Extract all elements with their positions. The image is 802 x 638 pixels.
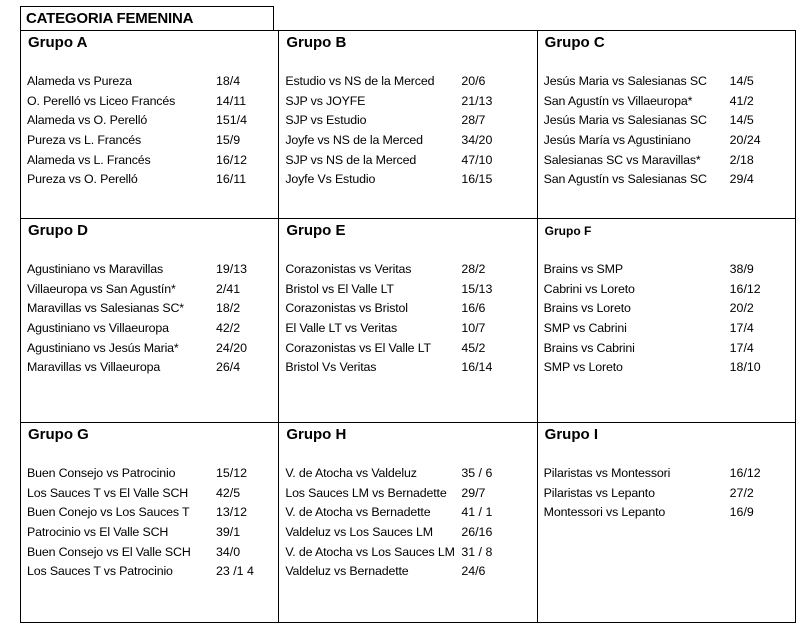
match-teams: Joyfe vs NS de la Merced xyxy=(285,133,423,148)
group-heading: Grupo D xyxy=(28,222,88,239)
match-score: 14/5 xyxy=(729,113,754,128)
match-row xyxy=(285,360,532,380)
match-teams: SMP vs Loreto xyxy=(543,360,623,375)
match-row xyxy=(27,564,274,584)
group-heading: Grupo B xyxy=(286,34,347,51)
match-score: 29/7 xyxy=(461,485,486,500)
match-score: 42/2 xyxy=(216,321,241,336)
match-list xyxy=(544,262,791,380)
match-teams: Maravillas vs Villaeuropa xyxy=(27,360,161,375)
group-cell xyxy=(279,31,537,219)
match-teams: Alameda vs L. Francés xyxy=(27,152,151,167)
category-title: CATEGORIA FEMENINA xyxy=(26,10,194,27)
match-score: 24/20 xyxy=(216,340,248,355)
match-score: 16/9 xyxy=(729,505,754,520)
match-teams: San Agustín vs Salesianas SC xyxy=(543,172,707,187)
match-score: 18/2 xyxy=(216,301,241,316)
match-score: 27/2 xyxy=(729,485,754,500)
match-row xyxy=(544,360,791,380)
match-score: 18/10 xyxy=(729,360,761,375)
match-row xyxy=(544,94,791,114)
match-score: 26/4 xyxy=(216,360,241,375)
match-teams: SMP vs Cabrini xyxy=(543,321,627,336)
match-score: 16/12 xyxy=(216,152,248,167)
match-teams: Corazonistas vs Bristol xyxy=(285,301,408,316)
match-row xyxy=(285,74,532,94)
match-teams: SJP vs Estudio xyxy=(285,113,367,128)
match-teams: Patrocinio vs El Valle SCH xyxy=(27,525,169,540)
match-row xyxy=(285,341,532,361)
group-heading: Grupo I xyxy=(544,426,598,443)
match-row xyxy=(285,525,532,545)
match-teams: Brains vs SMP xyxy=(543,262,623,276)
match-teams: San Agustín vs Villaeuropa* xyxy=(543,93,693,108)
match-teams: Alameda vs O. Perelló xyxy=(27,113,148,128)
match-row xyxy=(27,466,274,486)
match-score: 16/15 xyxy=(461,172,493,187)
match-score: 14/5 xyxy=(729,74,754,88)
match-score: 17/4 xyxy=(729,321,754,336)
match-score: 24/6 xyxy=(461,564,486,579)
match-row xyxy=(285,486,532,506)
match-teams: SJP vs JOYFE xyxy=(285,93,366,108)
match-row xyxy=(544,486,791,506)
match-row xyxy=(544,505,791,525)
match-score: 16/6 xyxy=(461,301,486,316)
match-row xyxy=(27,341,274,361)
group-heading: Grupo E xyxy=(286,222,346,239)
match-row xyxy=(544,262,791,282)
match-teams: Bristol vs El Valle LT xyxy=(285,281,394,296)
match-teams: Joyfe Vs Estudio xyxy=(285,172,376,187)
match-score: 15/12 xyxy=(216,466,248,480)
match-teams: Buen Consejo vs Patrocinio xyxy=(27,466,176,480)
match-score: 18/4 xyxy=(216,74,241,88)
match-score: 20/6 xyxy=(461,74,486,88)
match-teams: Bristol Vs Veritas xyxy=(285,360,377,375)
match-row xyxy=(27,282,274,302)
match-row xyxy=(27,321,274,341)
match-score: 39/1 xyxy=(216,525,241,540)
match-teams: Brains vs Loreto xyxy=(543,301,631,316)
match-score: 29/4 xyxy=(729,172,754,187)
match-teams: Corazonistas vs El Valle LT xyxy=(285,340,431,355)
match-score: 26/16 xyxy=(461,525,493,540)
match-score: 13/12 xyxy=(216,505,248,520)
match-score: 21/13 xyxy=(461,93,493,108)
match-teams: Los Sauces LM vs Bernadette xyxy=(285,485,447,500)
group-cell xyxy=(537,423,795,623)
match-row xyxy=(285,153,532,173)
match-score: 10/7 xyxy=(461,321,486,336)
match-row xyxy=(27,486,274,506)
group-block xyxy=(279,219,536,422)
match-teams: Jesús Maria vs Salesianas SC xyxy=(543,74,707,88)
match-row xyxy=(27,172,274,192)
match-score: 15/9 xyxy=(216,133,241,148)
match-row xyxy=(285,282,532,302)
match-score: 16/14 xyxy=(461,360,493,375)
match-teams: Valdeluz vs Los Sauces LM xyxy=(285,525,433,540)
group-block xyxy=(538,423,795,622)
match-row xyxy=(285,321,532,341)
group-heading: Grupo G xyxy=(28,426,89,443)
match-score: 17/4 xyxy=(729,340,754,355)
match-teams: Los Sauces T vs El Valle SCH xyxy=(27,485,189,500)
group-block xyxy=(279,31,536,218)
match-score: 28/2 xyxy=(461,262,486,276)
match-teams: Corazonistas vs Veritas xyxy=(285,262,412,276)
match-teams: Jesús Maria vs Salesianas SC xyxy=(543,113,707,128)
match-teams: Maravillas vs Salesianas SC* xyxy=(27,301,184,316)
match-teams: SJP vs NS de la Merced xyxy=(285,152,417,167)
match-teams: Pilaristas vs Montessori xyxy=(543,466,671,480)
match-score: 28/7 xyxy=(461,113,486,128)
match-teams: Pureza vs L. Francés xyxy=(27,133,142,148)
match-score: 14/11 xyxy=(216,93,247,108)
match-row xyxy=(27,360,274,380)
match-score: 2/18 xyxy=(729,152,754,167)
group-heading: Grupo A xyxy=(28,34,88,51)
group-cell xyxy=(21,31,279,219)
match-row xyxy=(544,133,791,153)
match-teams: O. Perelló vs Liceo Francés xyxy=(27,93,176,108)
group-block xyxy=(279,423,536,622)
match-teams: V. de Atocha vs Los Sauces LM xyxy=(285,544,455,559)
match-teams: V. de Atocha vs Valdeluz xyxy=(285,466,417,480)
group-cell xyxy=(537,31,795,219)
match-list xyxy=(285,262,532,380)
group-cell xyxy=(21,423,279,623)
group-heading: Grupo F xyxy=(544,224,592,238)
group-cell xyxy=(279,423,537,623)
match-row xyxy=(544,113,791,133)
category-title-box xyxy=(20,6,274,30)
match-teams: Agustiniano vs Jesús Maria* xyxy=(27,340,179,355)
match-score: 38/9 xyxy=(729,262,754,276)
match-score: 31 / 8 xyxy=(461,544,493,559)
match-row xyxy=(27,505,274,525)
match-teams: Valdeluz vs Bernadette xyxy=(285,564,409,579)
match-score: 20/2 xyxy=(729,301,754,316)
match-teams: Estudio vs NS de la Merced xyxy=(285,74,435,88)
group-block xyxy=(21,219,278,422)
group-cell xyxy=(21,219,279,423)
match-row xyxy=(27,94,274,114)
group-block xyxy=(21,31,278,218)
match-list xyxy=(285,466,532,584)
match-row xyxy=(544,282,791,302)
match-row xyxy=(27,153,274,173)
match-score: 42/5 xyxy=(216,485,241,500)
match-row xyxy=(285,133,532,153)
match-row xyxy=(27,133,274,153)
group-cell xyxy=(537,219,795,423)
match-row xyxy=(27,525,274,545)
match-score: 45/2 xyxy=(461,340,486,355)
match-row xyxy=(285,301,532,321)
match-list xyxy=(27,466,274,584)
match-score: 16/12 xyxy=(729,466,761,480)
match-row xyxy=(27,74,274,94)
match-teams: El Valle LT vs Veritas xyxy=(285,321,398,336)
match-list xyxy=(544,74,791,192)
match-list xyxy=(285,74,532,192)
match-row xyxy=(544,341,791,361)
match-score: 2/41 xyxy=(216,281,241,296)
match-score: 16/12 xyxy=(729,281,761,296)
match-row xyxy=(27,301,274,321)
match-teams: Buen Consejo vs El Valle SCH xyxy=(27,544,191,559)
match-score: 47/10 xyxy=(461,152,493,167)
match-row xyxy=(285,564,532,584)
match-score: 15/13 xyxy=(461,281,493,296)
match-row xyxy=(544,172,791,192)
match-score: 41/2 xyxy=(729,93,754,108)
match-row xyxy=(544,321,791,341)
match-list xyxy=(27,74,274,192)
match-teams: Salesianas SC vs Maravillas* xyxy=(543,152,701,167)
match-teams: Pureza vs O. Perelló xyxy=(27,172,138,187)
match-teams: Cabrini vs Loreto xyxy=(543,281,635,296)
match-teams: Montessori vs Lepanto xyxy=(543,505,666,520)
match-row xyxy=(27,545,274,565)
match-teams: Villaeuropa vs San Agustín* xyxy=(27,281,176,296)
match-score: 41 / 1 xyxy=(461,505,493,520)
group-block xyxy=(21,423,278,622)
match-row xyxy=(285,545,532,565)
match-row xyxy=(544,153,791,173)
match-list xyxy=(27,262,274,380)
match-score: 20/24 xyxy=(729,133,761,148)
match-score: 35 / 6 xyxy=(461,466,493,480)
match-list xyxy=(544,466,791,525)
group-block xyxy=(538,219,795,422)
match-row xyxy=(285,172,532,192)
match-score: 151/4 xyxy=(216,113,248,128)
match-teams: Agustiniano vs Villaeuropa xyxy=(27,321,169,336)
match-teams: Jesús María vs Agustiniano xyxy=(543,133,691,148)
match-row xyxy=(285,505,532,525)
match-score: 34/20 xyxy=(461,133,493,148)
match-row xyxy=(27,262,274,282)
results-table xyxy=(20,30,796,623)
match-teams: Brains vs Cabrini xyxy=(543,340,635,355)
match-teams: Los Sauces T vs Patrocinio xyxy=(27,564,173,579)
match-row xyxy=(285,113,532,133)
match-teams: V. de Atocha vs Bernadette xyxy=(285,505,431,520)
match-row xyxy=(285,94,532,114)
match-teams: Buen Conejo vs Los Sauces T xyxy=(27,505,190,520)
match-row xyxy=(544,74,791,94)
match-row xyxy=(544,301,791,321)
group-heading: Grupo H xyxy=(286,426,347,443)
match-teams: Alameda vs Pureza xyxy=(27,74,132,88)
match-row xyxy=(27,113,274,133)
match-row xyxy=(285,262,532,282)
match-score: 23 /1 4 xyxy=(216,564,254,579)
match-row xyxy=(544,466,791,486)
match-teams: Agustiniano vs Maravillas xyxy=(27,262,164,276)
match-row xyxy=(285,466,532,486)
match-teams: Pilaristas vs Lepanto xyxy=(543,485,655,500)
match-score: 19/13 xyxy=(216,262,248,276)
group-cell xyxy=(279,219,537,423)
match-score: 16/11 xyxy=(216,172,247,187)
group-heading: Grupo C xyxy=(544,34,605,51)
match-score: 34/0 xyxy=(216,544,241,559)
group-block xyxy=(538,31,795,218)
